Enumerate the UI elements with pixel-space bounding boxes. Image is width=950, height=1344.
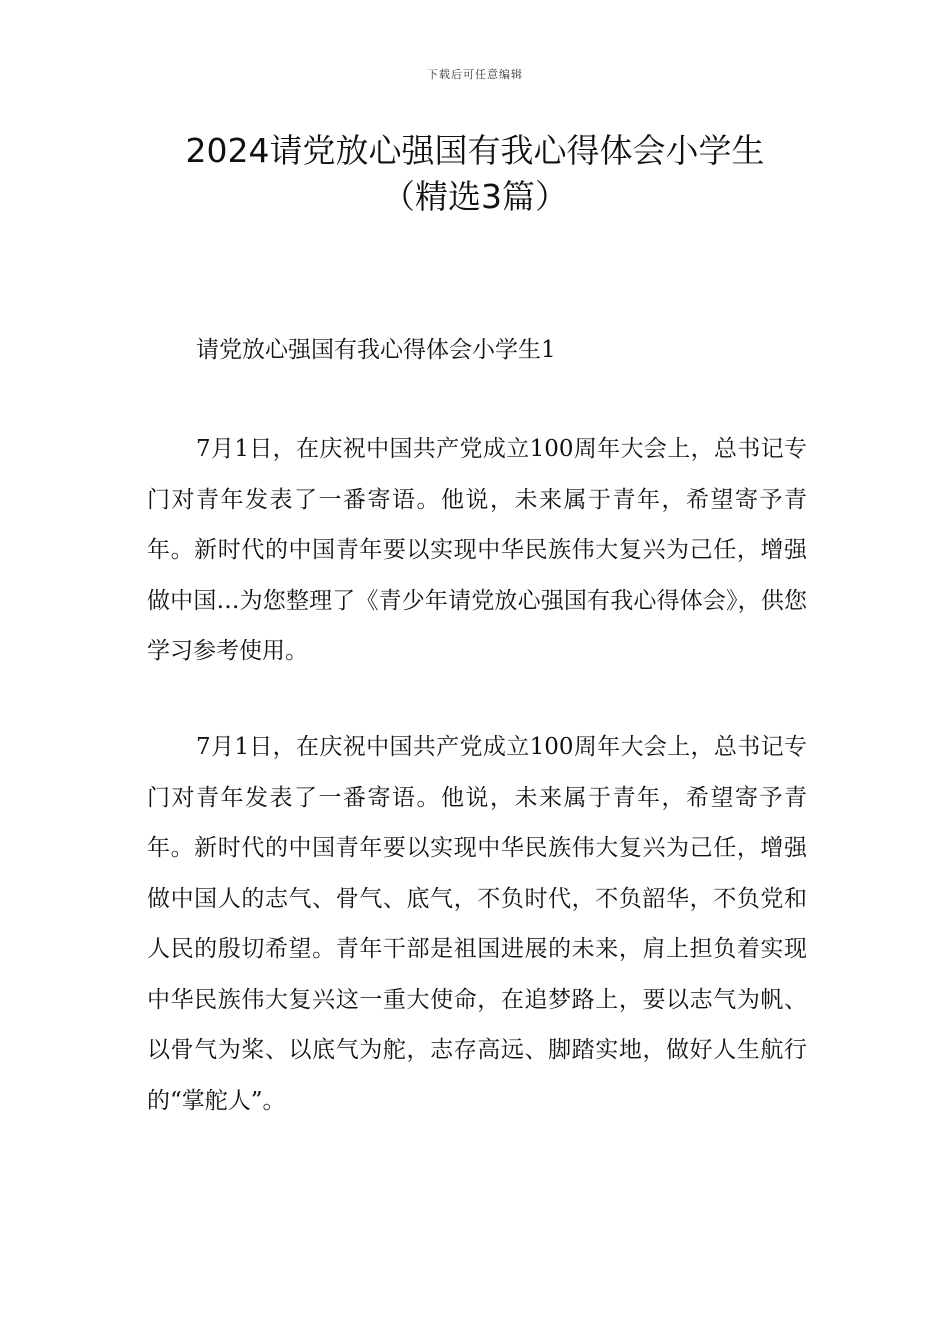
paragraph-1: 7月1日，在庆祝中国共产党成立100周年大会上，总书记专门对青年发表了一番寄语。他说，未来属于青年，希望寄予青年。新时代的中国青年要以实现中华民族伟大复兴为己任，增强做中国…为您整理了《青少年请党放心强国有我心得体会》，供您学习参考使用。 [147,436,807,664]
title-line-2: （精选3篇） [382,177,568,216]
title-line-1: 2024请党放心强国有我心得体会小学生 [185,131,765,170]
page-title [80,128,870,220]
header-note: 下载后可任意编辑 [427,68,523,81]
paragraph-2: 7月1日，在庆祝中国共产党成立100周年大会上，总书记专门对青年发表了一番寄语。他说，未来属于青年，希望寄予青年。新时代的中国青年要以实现中华民族伟大复兴为己任，增强做中国人的志气、骨气、底气，不负时代，不负韶华，不负党和人民的殷切希望。青年干部是祖国进展的未来，肩上担负着实现中华民族伟大复兴这一重大使命，在追梦路上，要以志气为帆、以骨气为桨、以底气为舵，志存高远、脚踏实地，做好人生航行的“掌舵人”。 [147,734,807,1114]
section-heading: 请党放心强国有我心得体会小学生1 [196,337,556,363]
